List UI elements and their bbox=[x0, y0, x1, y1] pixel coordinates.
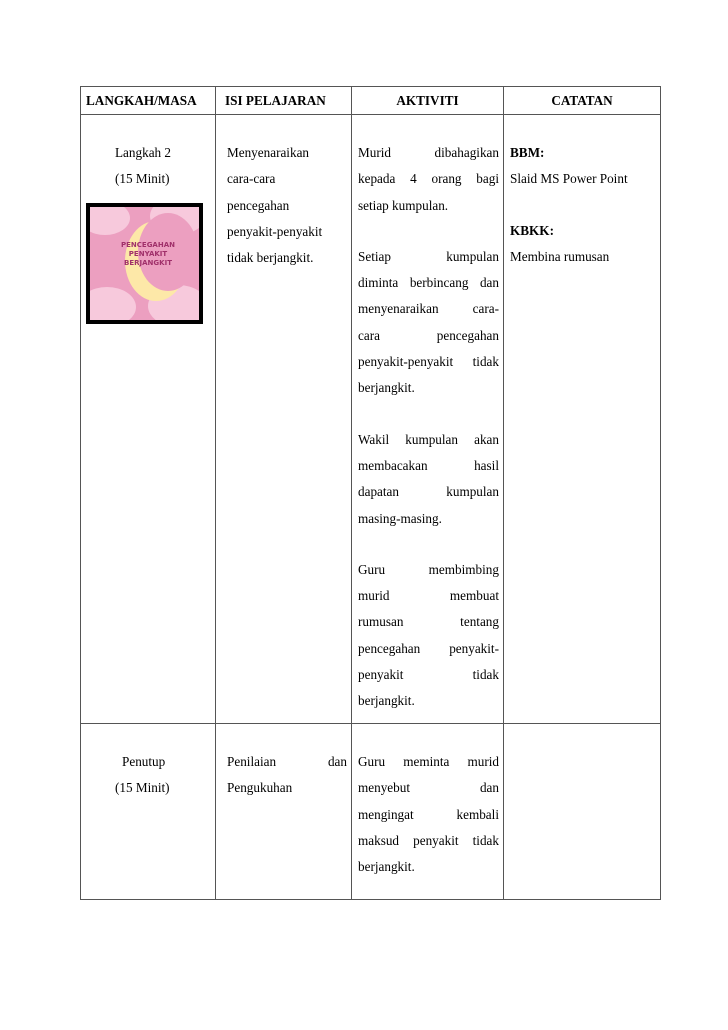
activity-line: cara pencegahan bbox=[358, 327, 499, 343]
notes-cell bbox=[504, 115, 661, 724]
step-label: Penutup bbox=[122, 754, 166, 769]
step-label: Langkah 2 bbox=[115, 145, 172, 160]
activity-line: Guru membimbing bbox=[358, 561, 499, 577]
activity-line: membacakan hasil bbox=[358, 457, 499, 473]
note-bbm-label: BBM: bbox=[510, 145, 545, 160]
step-cell bbox=[81, 724, 216, 900]
step-duration: (15 Minit) bbox=[115, 171, 170, 187]
activity-line: Wakil kumpulan akan bbox=[358, 431, 499, 447]
table-header-row bbox=[81, 87, 661, 115]
content-line: cara-cara bbox=[227, 171, 276, 187]
activity-line: Setiap kumpulan bbox=[358, 248, 499, 264]
activity-line: murid membuat bbox=[358, 588, 499, 604]
activity-line: dapatan kumpulan bbox=[358, 484, 499, 500]
note-kbkk-label: KBKK: bbox=[510, 222, 554, 238]
lesson-plan-table bbox=[80, 86, 661, 900]
slide-title-text: PENCEGAHAN PENYAKIT BERJANGKIT bbox=[121, 240, 175, 267]
activity-line: diminta berbincang dan bbox=[358, 275, 499, 291]
header-aktiviti: AKTIVITI bbox=[352, 87, 504, 115]
activity-line: rumusan tentang bbox=[358, 614, 499, 630]
activity-line: berjangkit. bbox=[358, 693, 415, 709]
content-line: pencegahan bbox=[227, 197, 290, 213]
content-cell bbox=[216, 115, 352, 724]
header-langkah-masa: LANGKAH/MASA bbox=[81, 87, 216, 115]
activity-line: masing-masing. bbox=[358, 510, 442, 526]
header-catatan: CATATAN bbox=[504, 87, 661, 115]
activity-line: pencegahan penyakit- bbox=[358, 640, 499, 656]
activity-line: penyakit-penyakit tidak bbox=[358, 354, 499, 370]
activity-line: maksud penyakit tidak bbox=[358, 832, 499, 848]
step-cell bbox=[81, 115, 216, 724]
activity-line: mengingat kembali bbox=[358, 806, 499, 822]
content-line: Pengukuhan bbox=[227, 780, 293, 796]
activity-line: Murid dibahagikan bbox=[358, 145, 499, 160]
activity-line: berjangkit. bbox=[358, 859, 415, 875]
table-row bbox=[81, 724, 661, 900]
activity-line: penyakit tidak bbox=[358, 667, 499, 683]
table-row bbox=[81, 115, 661, 724]
activity-line: setiap kumpulan. bbox=[358, 197, 449, 213]
activity-line: menyenaraikan cara- bbox=[358, 301, 499, 317]
header-isi-pelajaran: ISI PELAJARAN bbox=[216, 87, 352, 115]
notes-cell bbox=[504, 724, 661, 900]
activity-line: Guru meminta murid bbox=[358, 754, 499, 769]
activity-line: kepada 4 orang bagi bbox=[358, 171, 499, 187]
content-line: Menyenaraikan bbox=[227, 145, 310, 160]
content-cell bbox=[216, 724, 352, 900]
activity-cell bbox=[352, 115, 504, 724]
content-line: Penilaian dan bbox=[227, 754, 347, 769]
step-duration: (15 Minit) bbox=[115, 780, 170, 796]
note-bbm-value: Slaid MS Power Point bbox=[510, 171, 628, 187]
content-line: penyakit-penyakit bbox=[227, 223, 323, 239]
note-kbkk-value: Membina rumusan bbox=[510, 248, 610, 264]
activity-cell bbox=[352, 724, 504, 900]
content-line: tidak berjangkit. bbox=[227, 250, 314, 266]
slide-thumbnail-image bbox=[86, 203, 203, 324]
activity-line: berjangkit. bbox=[358, 380, 415, 396]
activity-line: menyebut dan bbox=[358, 780, 499, 796]
